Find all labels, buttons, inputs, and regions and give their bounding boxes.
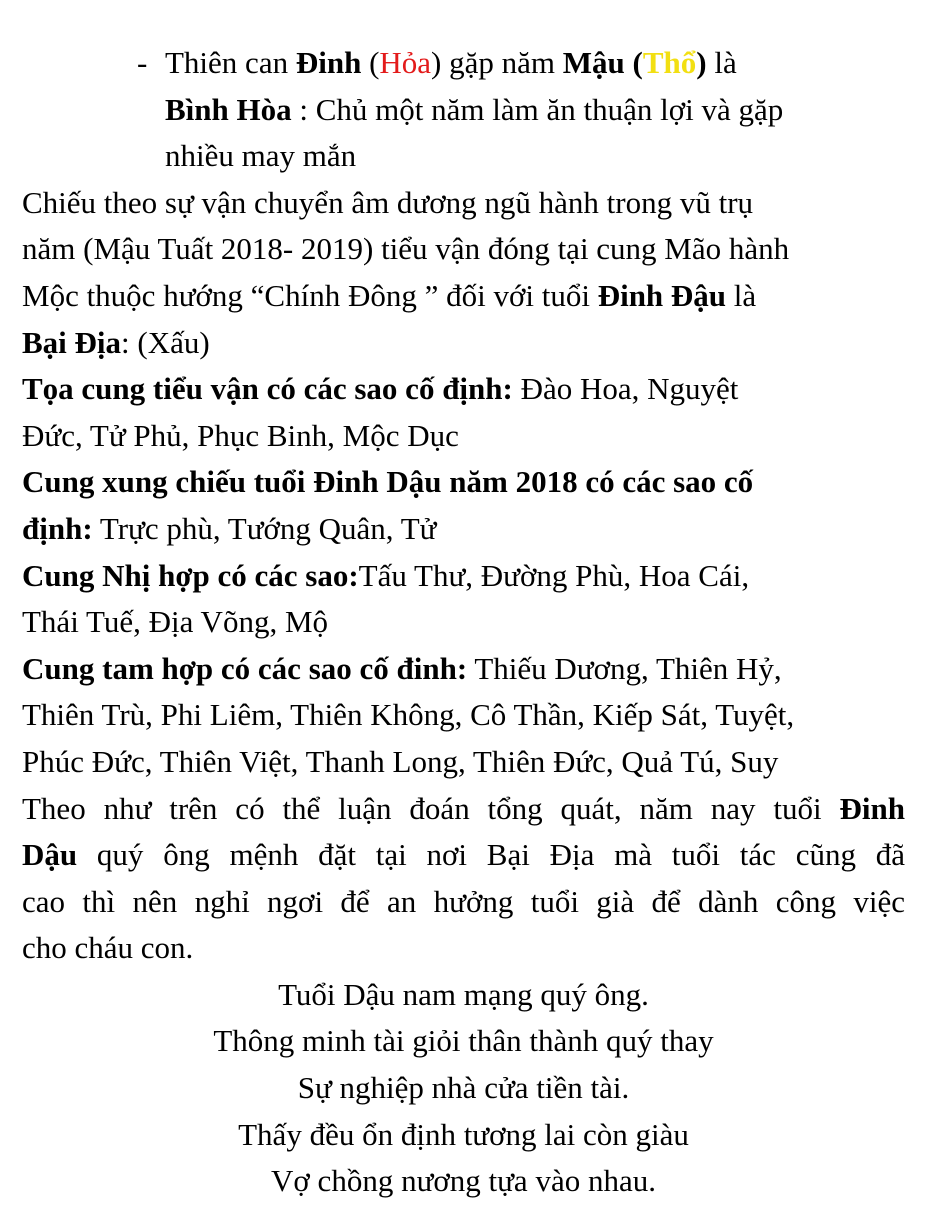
- paragraph-chieu-theo: Chiếu theo sự vận chuyển âm dương ngũ hành trong vũ trụ năm (Mậu Tuất 2018- 2019) tiểu vận đóng tại cung Mão hành Mộc thuộc hướng “Chính Đông ” đối với tuổi Đinh Đậu là Bại Địa: (Xấu): [22, 184, 790, 360]
- poem-line: Thông minh tài giỏi thân thành quý thay: [213, 1023, 714, 1059]
- toa-cung-label: Tọa cung tiểu vận có các sao cố định:: [22, 371, 513, 407]
- nhi-hop-label: Cung Nhị hợp có các sao:: [22, 557, 359, 593]
- paragraph-tam-hop: Cung tam hợp có các sao cố đinh: Thiếu Dương, Thiên Hỷ, Thiên Trù, Phi Liêm, Thiên Không, Cô Thần, Kiếp Sát, Tuyệt, Phúc Đức, Thiên Việt, Thanh Long, Thiên Đức, Quả Tú, Suy: [22, 650, 795, 779]
- binh-hoa-bold: Bình Hòa: [165, 91, 292, 127]
- hoa-red-text: Hỏa: [379, 45, 432, 80]
- poem-line: Thấy đều ổn định tương lai còn giàu: [238, 1116, 689, 1152]
- bullet-line-1: Thiên can Đinh (Hỏa) gặp năm Mậu (Thổ) là: [165, 45, 737, 80]
- poem-line: Sự nghiệp nhà cửa tiền tài.: [297, 1070, 630, 1106]
- poem-line: Vợ chồng nương tựa vào nhau.: [271, 1163, 656, 1199]
- tho-yellow-text: Thổ: [642, 45, 697, 80]
- dinh-bold: Đinh: [295, 45, 362, 80]
- paragraph-conclusion: Theo như trên có thể luận đoán tổng quát, năm nay tuổi Đinh Dậu quý ông mệnh đặt tại nơi Bại Địa mà tuổi tác cũng đã cao thì nên nghỉ ngơi để an hưởng tuổi già để dành công việc cho cháu con.: [22, 790, 905, 966]
- poem-line: Tuổi Dậu nam mạng quý ông.: [278, 976, 649, 1012]
- poem: [22, 972, 905, 1205]
- xung-chieu-label: Cung xung chiếu tuổi Đinh Dậu năm 2018 có các sao cố: [22, 464, 754, 500]
- paragraph-nhi-hop: Cung Nhị hợp có các sao:Tấu Thư, Đường Phù, Hoa Cái, Thái Tuế, Địa Võng, Mộ: [22, 557, 750, 640]
- bullet-dash: -: [137, 45, 148, 80]
- tam-hop-label: Cung tam hợp có các sao cố đinh:: [22, 650, 468, 686]
- bullet-item-dinh-mau: [22, 40, 905, 180]
- paragraph-toa-cung: Tọa cung tiểu vận có các sao cố định: Đào Hoa, Nguyệt Đức, Tử Phủ, Phục Binh, Mộc Dục: [22, 371, 739, 453]
- bullet-line-2: Bình Hòa : Chủ một năm làm ăn thuận lợi và gặp: [165, 91, 784, 127]
- paragraph-xung-chieu: Cung xung chiếu tuổi Đinh Dậu năm 2018 có các sao cố định: Trực phù, Tướng Quân, Tử: [22, 464, 754, 546]
- bullet-line-3: nhiều may mắn: [165, 138, 357, 174]
- mau-bold: Mậu (Thổ): [562, 45, 707, 80]
